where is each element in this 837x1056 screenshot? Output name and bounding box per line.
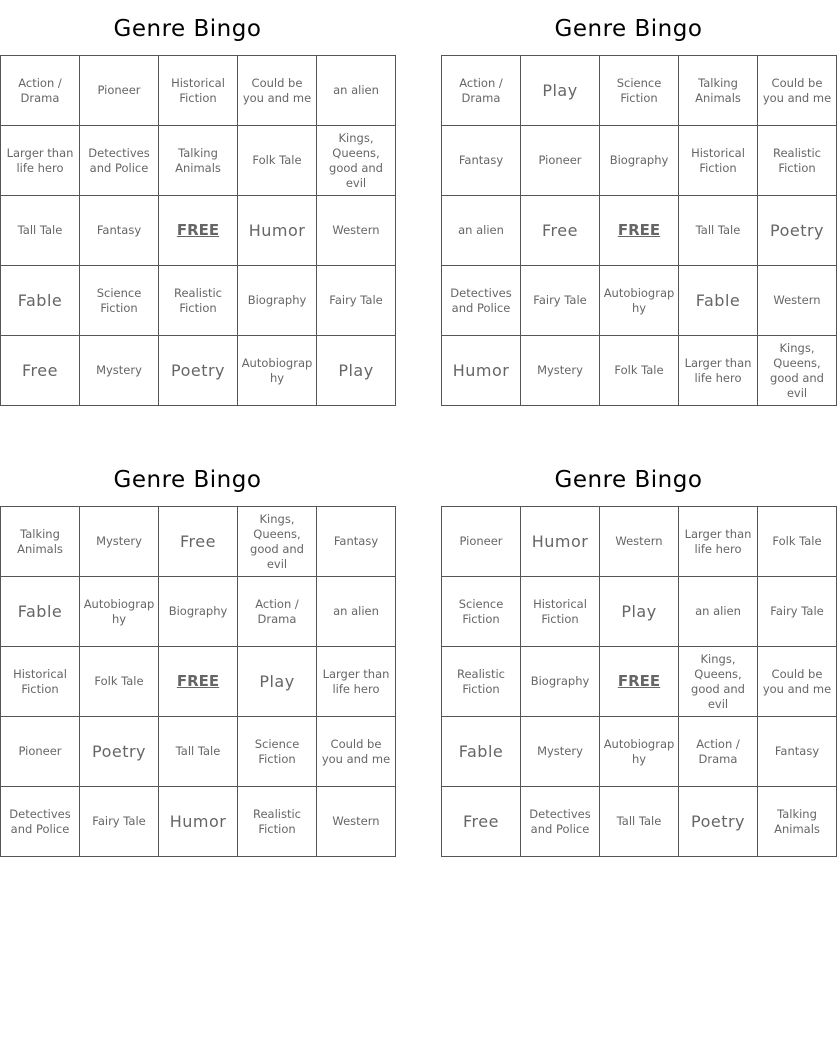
bingo-cell: Could be you and me [758, 56, 837, 126]
bingo-cell: Fairy Tale [80, 787, 159, 857]
bingo-cell: Realistic Fiction [758, 126, 837, 196]
bingo-cell: Poetry [679, 787, 758, 857]
bingo-cell: Play [600, 577, 679, 647]
bingo-row [1, 126, 396, 196]
bingo-cell: Free [1, 336, 80, 406]
bingo-cell: Kings, Queens, good and evil [679, 647, 758, 717]
bingo-cell: Kings, Queens, good and evil [758, 336, 837, 406]
bingo-cell: Realistic Fiction [159, 266, 238, 336]
bingo-cell: Mystery [521, 336, 600, 406]
bingo-row [442, 336, 837, 406]
bingo-cell: Science Fiction [238, 717, 317, 787]
bingo-cell: Poetry [758, 196, 837, 266]
bingo-cell: Fairy Tale [317, 266, 396, 336]
bingo-row [442, 647, 837, 717]
bingo-cell: Detectives and Police [1, 787, 80, 857]
bingo-cell: Action / Drama [1, 56, 80, 126]
bingo-cell: Free [442, 787, 521, 857]
bingo-row [442, 126, 837, 196]
bingo-cell: Folk Tale [80, 647, 159, 717]
bingo-cell: Poetry [80, 717, 159, 787]
bingo-cell: Folk Tale [600, 336, 679, 406]
bingo-card-4 [441, 451, 832, 857]
bingo-card-2 [441, 0, 832, 406]
bingo-cell: Fairy Tale [521, 266, 600, 336]
bingo-cell: Detectives and Police [80, 126, 159, 196]
bingo-cell: Historical Fiction [159, 56, 238, 126]
bingo-cell: Humor [442, 336, 521, 406]
bingo-row [442, 266, 837, 336]
bingo-cell: Folk Tale [758, 507, 837, 577]
bingo-cell: Larger than life hero [1, 126, 80, 196]
bingo-cell: Western [317, 787, 396, 857]
bingo-cell: Autobiography [600, 717, 679, 787]
bingo-cell: Autobiography [238, 336, 317, 406]
bingo-cell: Pioneer [521, 126, 600, 196]
bingo-cell: Historical Fiction [1, 647, 80, 717]
bingo-cell: Biography [521, 647, 600, 717]
bingo-cell: Realistic Fiction [238, 787, 317, 857]
free-space-cell: FREE [159, 196, 238, 266]
bingo-cell: Fantasy [442, 126, 521, 196]
bingo-cell: Western [758, 266, 837, 336]
bingo-cell: Mystery [521, 717, 600, 787]
bingo-cell: Poetry [159, 336, 238, 406]
bingo-cell: Science Fiction [600, 56, 679, 126]
bingo-cell: Fable [442, 717, 521, 787]
bingo-row [1, 647, 396, 717]
bingo-cell: Biography [159, 577, 238, 647]
bingo-cell: Free [521, 196, 600, 266]
bingo-cell: Larger than life hero [679, 336, 758, 406]
bingo-row [1, 266, 396, 336]
bingo-cell: Pioneer [80, 56, 159, 126]
bingo-cell: Humor [521, 507, 600, 577]
bingo-cell: Detectives and Police [442, 266, 521, 336]
bingo-row [1, 577, 396, 647]
bingo-row [442, 577, 837, 647]
bingo-cell: Pioneer [442, 507, 521, 577]
free-space-cell: FREE [159, 647, 238, 717]
bingo-row [442, 507, 837, 577]
bingo-cell: Kings, Queens, good and evil [317, 126, 396, 196]
bingo-cell: Fairy Tale [758, 577, 837, 647]
bingo-cell: Action / Drama [442, 56, 521, 126]
bingo-cell: Autobiography [80, 577, 159, 647]
bingo-cell: Biography [238, 266, 317, 336]
bingo-cell: Larger than life hero [317, 647, 396, 717]
bingo-cell: Action / Drama [238, 577, 317, 647]
bingo-cell: Play [317, 336, 396, 406]
bingo-row [442, 56, 837, 126]
bingo-cell: Historical Fiction [521, 577, 600, 647]
bingo-cell: Could be you and me [317, 717, 396, 787]
bingo-cell: Could be you and me [758, 647, 837, 717]
bingo-cell: Play [238, 647, 317, 717]
bingo-cell: Fantasy [758, 717, 837, 787]
bingo-cell: Fable [1, 577, 80, 647]
free-space-cell: FREE [600, 196, 679, 266]
bingo-cell: Folk Tale [238, 126, 317, 196]
bingo-row [1, 336, 396, 406]
bingo-cell: Science Fiction [442, 577, 521, 647]
bingo-grid [441, 506, 837, 857]
bingo-cell: Could be you and me [238, 56, 317, 126]
bingo-row [442, 196, 837, 266]
card-title: Genre Bingo [113, 16, 262, 42]
bingo-cell: Free [159, 507, 238, 577]
bingo-cell: Pioneer [1, 717, 80, 787]
bingo-row [442, 717, 837, 787]
card-title: Genre Bingo [554, 16, 703, 42]
bingo-row [442, 787, 837, 857]
bingo-cell: Tall Tale [600, 787, 679, 857]
bingo-cell: Autobiography [600, 266, 679, 336]
bingo-cell: Historical Fiction [679, 126, 758, 196]
bingo-cell: Larger than life hero [679, 507, 758, 577]
bingo-cell: Fantasy [80, 196, 159, 266]
bingo-cell: Biography [600, 126, 679, 196]
bingo-cell: Talking Animals [758, 787, 837, 857]
bingo-cell: Play [521, 56, 600, 126]
bingo-row [1, 196, 396, 266]
bingo-cell: Tall Tale [679, 196, 758, 266]
bingo-cell: Talking Animals [159, 126, 238, 196]
bingo-row [1, 507, 396, 577]
bingo-cell: Science Fiction [80, 266, 159, 336]
bingo-cell: Fantasy [317, 507, 396, 577]
bingo-cell: an alien [317, 56, 396, 126]
bingo-cell: Tall Tale [159, 717, 238, 787]
bingo-row [1, 717, 396, 787]
bingo-cell: Fable [679, 266, 758, 336]
bingo-cell: Talking Animals [1, 507, 80, 577]
bingo-card-3 [0, 451, 391, 857]
free-space-cell: FREE [600, 647, 679, 717]
bingo-cell: Western [600, 507, 679, 577]
bingo-cell: Action / Drama [679, 717, 758, 787]
bingo-cell: an alien [317, 577, 396, 647]
bingo-cell: Talking Animals [679, 56, 758, 126]
bingo-grid [0, 55, 396, 406]
bingo-row [1, 787, 396, 857]
bingo-grid [441, 55, 837, 406]
bingo-cell: Mystery [80, 507, 159, 577]
bingo-cell: Kings, Queens, good and evil [238, 507, 317, 577]
bingo-cell: an alien [442, 196, 521, 266]
bingo-cell: Fable [1, 266, 80, 336]
bingo-cell: Realistic Fiction [442, 647, 521, 717]
bingo-cell: Humor [159, 787, 238, 857]
bingo-cell: an alien [679, 577, 758, 647]
bingo-cell: Tall Tale [1, 196, 80, 266]
card-title: Genre Bingo [554, 467, 703, 493]
bingo-card-1 [0, 0, 383, 406]
bingo-cell: Detectives and Police [521, 787, 600, 857]
bingo-cell: Western [317, 196, 396, 266]
card-title: Genre Bingo [113, 467, 262, 493]
bingo-grid [0, 506, 396, 857]
bingo-row [1, 56, 396, 126]
bingo-cell: Humor [238, 196, 317, 266]
bingo-cell: Mystery [80, 336, 159, 406]
